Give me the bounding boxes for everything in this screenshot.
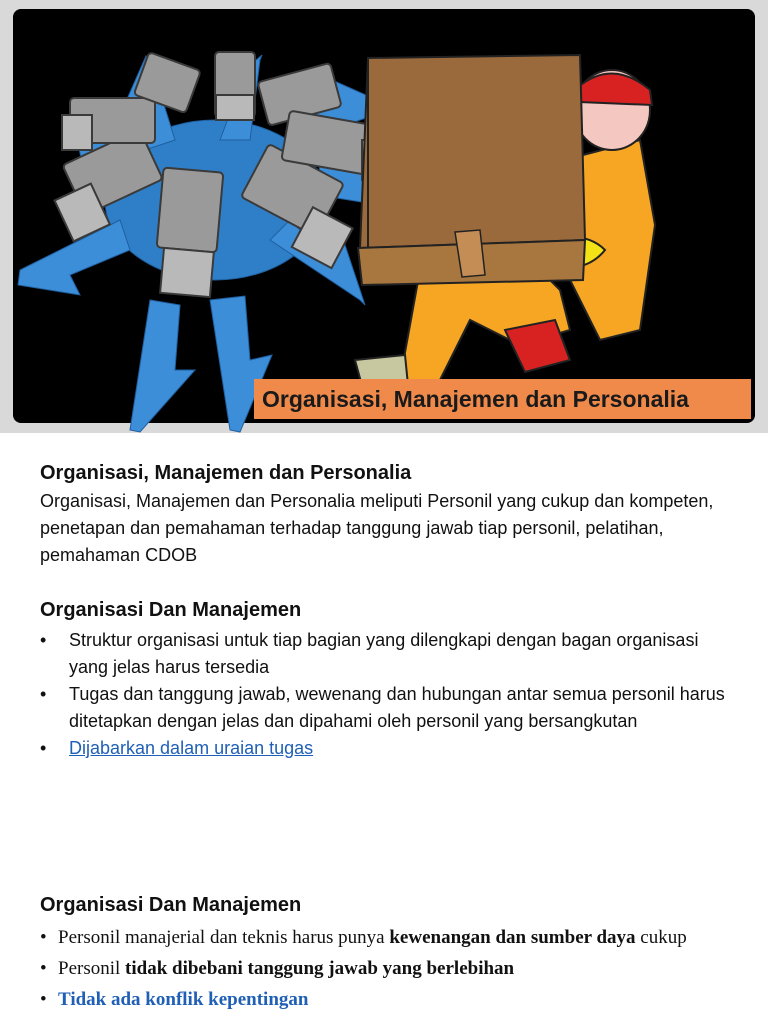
list-item (40, 681, 740, 735)
bullet-icon: • (40, 684, 47, 704)
intro-heading: Organisasi, Manajemen dan Personalia (40, 462, 412, 484)
list-item-cutoff-text: Tidak ada konflik kepentingan (58, 989, 309, 1010)
hero-banner-title: Organisasi, Manajemen dan Personalia (254, 379, 751, 419)
bullet-list (40, 924, 740, 1014)
list-item-text: Struktur organisasi untuk tiap bagian yang dilengkapi dengan bagan organisasi yang jelas harus tersedia (69, 630, 699, 677)
hero-slide (0, 0, 768, 433)
organisasi-manajemen-section-2 (40, 892, 740, 1014)
list-item-emphasis: tidak dibebani tanggung jawab yang berlebihan (125, 958, 515, 979)
hero-illustration (0, 0, 768, 433)
bullet-icon: • (40, 989, 47, 1010)
intro-paragraph: Organisasi, Manajemen dan Personalia meliputi Personil yang cukup dan kompeten, penetapan dan pemahaman terhadap tanggung jawab tiap personil, pelatihan, pemahaman CDOB (40, 491, 714, 565)
bullet-icon: • (40, 927, 47, 948)
uraian-tugas-link[interactable]: Dijabarkan dalam uraian tugas (69, 738, 314, 758)
list-item-text: Tugas dan tanggung jawab, wewenang dan hubungan antar semua personil harus ditetapkan dengan jelas dan dipahami oleh personil yang bersangkutan (69, 684, 725, 731)
list-item-text: Personil (58, 958, 126, 979)
list-item (40, 924, 740, 952)
list-item (40, 955, 740, 983)
bullet-list (40, 627, 740, 762)
list-item-emphasis: kewenangan dan sumber daya (389, 927, 636, 948)
truck-icon (62, 98, 155, 150)
intro-section (40, 460, 740, 569)
section-heading: Organisasi Dan Manajemen (40, 599, 302, 621)
list-item-text: Personil manajerial dan teknis harus punya (58, 927, 390, 948)
bullet-icon: • (40, 630, 47, 650)
section-heading: Organisasi Dan Manajemen (40, 894, 302, 916)
list-item-text: cukup (635, 927, 687, 948)
bullet-icon: • (40, 738, 47, 758)
truck-icon (215, 52, 255, 120)
list-item (40, 986, 740, 1014)
list-item (40, 735, 740, 762)
list-item (40, 627, 740, 681)
organisasi-manajemen-section (40, 597, 740, 762)
cardboard-box-icon (358, 55, 585, 285)
bullet-icon: • (40, 958, 47, 979)
